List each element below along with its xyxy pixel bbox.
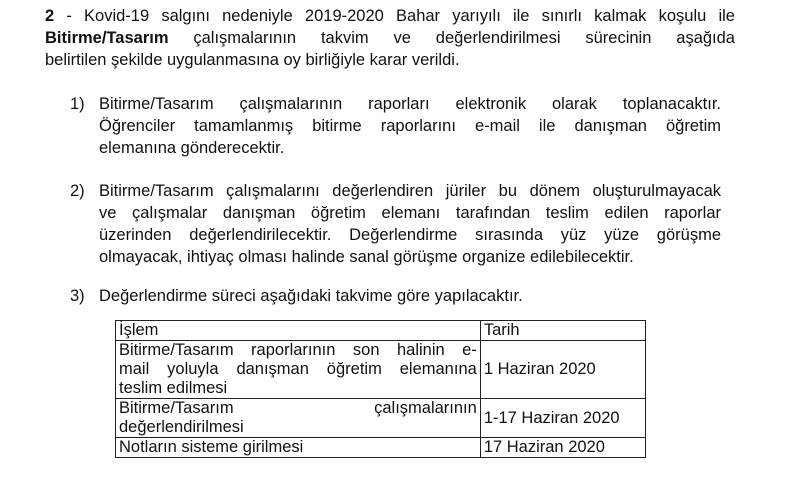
header-islem: İşlem <box>116 321 481 341</box>
table-row <box>116 399 646 438</box>
date-cell: 17 Haziran 2020 <box>480 438 645 458</box>
schedule-table <box>115 320 646 458</box>
item-line: Öğrenciler tamamlanmış bitirme raporlarını e-mail ile danışman öğretim <box>99 117 721 135</box>
table-header-row <box>116 321 646 341</box>
item-text <box>99 93 721 159</box>
table-row <box>116 341 646 399</box>
item-line: ve çalışmalar danışman öğretim elemanı tarafından teslim edilen raporlar <box>99 204 721 222</box>
date-cell: 1 Haziran 2020 <box>480 341 645 399</box>
item-number: 2) <box>70 182 85 200</box>
item-text <box>99 285 721 307</box>
paragraph-line-3: belirtilen şekilde uygulanmasına oy birliğiyle karar verildi. <box>45 51 460 69</box>
bold-term: Bitirme/Tasarım <box>45 29 169 47</box>
paragraph-line-1: 2 - Kovid-19 salgını nedeniyle 2019-2020 Bahar yarıyılı ile sınırlı kalmak koşulu ile <box>45 7 735 25</box>
task-cell: Bitirme/Tasarım çalışmalarının değerlendirilmesi <box>116 399 481 438</box>
header-tarih: Tarih <box>480 321 645 341</box>
item-line: üzerinden değerlendirilecektir. Değerlendirme sırasında yüz yüze görüşme <box>99 226 721 244</box>
date-cell: 1-17 Haziran 2020 <box>480 399 645 438</box>
table-row <box>116 438 646 458</box>
decision-number: 2 <box>45 7 55 25</box>
item-line: elemanına gönderecektir. <box>99 139 285 157</box>
task-cell: Bitirme/Tasarım raporlarının son halinin e- mail yoluyla danışman öğretim elemanına teslim edilmesi <box>116 341 481 399</box>
item-line: Bitirme/Tasarım çalışmalarını değerlendiren jüriler bu dönem oluşturulmayacak <box>99 182 721 200</box>
item-line: Bitirme/Tasarım çalışmalarının raporları elektronik olarak toplanacaktır. <box>99 95 721 113</box>
paragraph-line-2: Bitirme/Tasarım çalışmalarının takvim ve değerlendirilmesi sürecinin aşağıda <box>45 29 735 47</box>
decision-paragraph <box>45 5 735 71</box>
item-number: 1) <box>70 95 85 113</box>
task-cell: Notların sisteme girilmesi <box>116 438 481 458</box>
item-number: 3) <box>70 287 85 305</box>
item-line: olmayacak, ihtiyaç olması halinde sanal görüşme organize edilebilecektir. <box>99 248 634 266</box>
item-text <box>99 180 721 268</box>
item-line: Değerlendirme süreci aşağıdaki takvime göre yapılacaktır. <box>99 287 523 305</box>
